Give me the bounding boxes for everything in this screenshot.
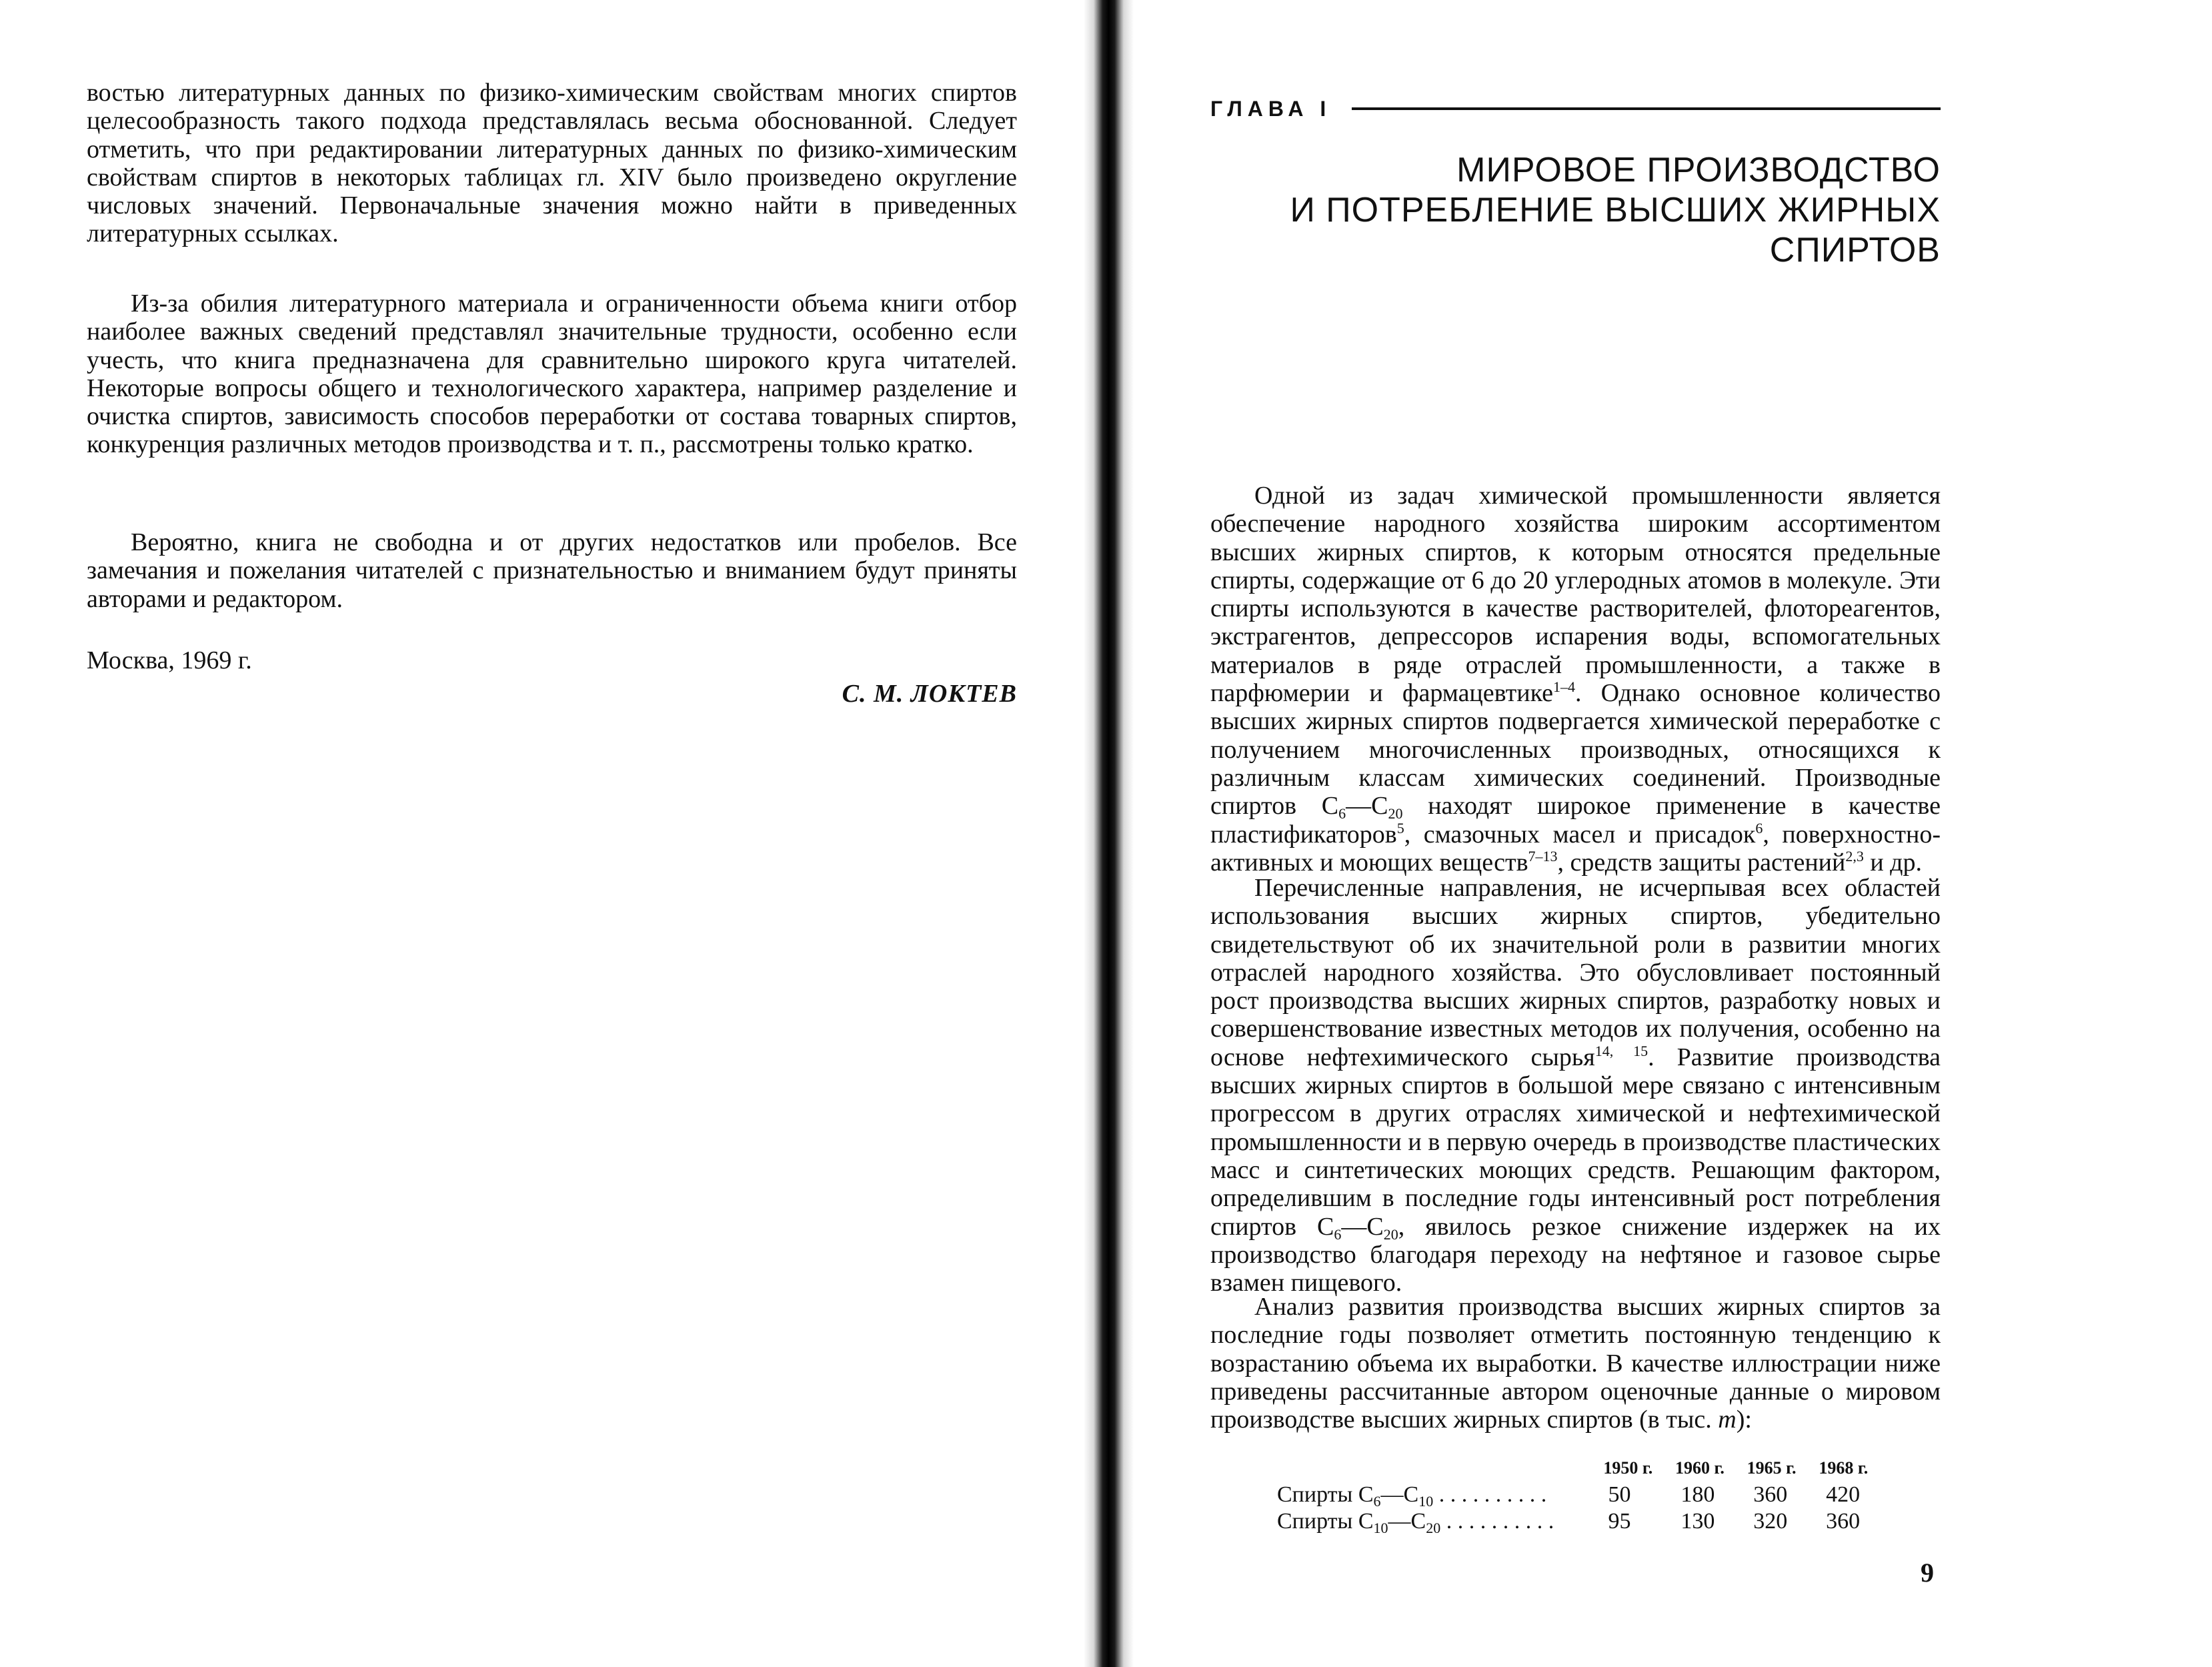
place-date: Москва, 1969 г. bbox=[87, 646, 252, 674]
table-cell: 320 bbox=[1753, 1509, 1788, 1534]
subscript: 20 bbox=[1388, 805, 1403, 822]
chapter-title-line: МИРОВОЕ ПРОИЗВОДСТВО bbox=[1456, 151, 1941, 189]
text-run: ): bbox=[1736, 1406, 1752, 1434]
table-cell: 420 bbox=[1826, 1482, 1861, 1507]
author-signature: С. М. ЛОКТЕВ bbox=[842, 680, 1017, 708]
text-run: . Однако основное количество высших жирных спиртов подвергается химической переработке с получением многочисленных производных, относящихся к различным классам химических соединений. Производные спиртов C bbox=[1210, 679, 1941, 820]
subscript: 6 bbox=[1373, 1493, 1381, 1508]
chapter-label: ГЛАВА I bbox=[1210, 97, 1332, 121]
citation: 1–4 bbox=[1552, 678, 1575, 696]
row-label bbox=[1277, 1482, 1600, 1508]
subscript: 20 bbox=[1383, 1225, 1398, 1243]
table-cell: 180 bbox=[1681, 1482, 1715, 1507]
text-run: , смазочных масел и присадок bbox=[1404, 820, 1756, 849]
leader-dots: . . . . . . . . . . bbox=[1433, 1482, 1547, 1507]
left-paragraph-1: востью литературных данных по физико-химическим свойствам многих спиртов целесообразность такого подхода представлялась весьма обоснованной. Следует отметить, что при редактировании литературных данных по физико-химическим свойствам спиртов в некоторых таблицах гл. XIV было произведено округление числовых значений. Первоначальные значения можно найти в приведенных литературных ссылках. bbox=[87, 79, 1017, 248]
text-run: , явилось резкое снижение издержек на их производство благодаря переходу на нефтяное и газовое сырье взамен пищевого. bbox=[1210, 1212, 1941, 1297]
citation: 5 bbox=[1396, 819, 1404, 837]
text-run: Одной из задач химической промышленности является обеспечение народного хозяйства широким ассортиментом высших жирных спиртов, к которым относятся предельные спирты, содержащие от 6 до 20 углеродных атомов в молекуле. Эти спирты используются в качестве растворителей, флотореагентов, экстрагентов, депрессоров испарения воды, вспомогательных материалов в ряде отраслей промышленности, а также в парфюмерии и фармацевтике bbox=[1210, 482, 1941, 708]
subscript: 6 bbox=[1334, 1225, 1342, 1243]
header-spacer bbox=[1277, 1458, 1603, 1482]
table-cell: 360 bbox=[1826, 1509, 1861, 1534]
page-number: 9 bbox=[1921, 1558, 1934, 1588]
table-row bbox=[1277, 1482, 1891, 1509]
citation: 2,3 bbox=[1845, 847, 1864, 865]
table-cell: 95 bbox=[1608, 1509, 1631, 1534]
table-cell: 360 bbox=[1753, 1482, 1788, 1507]
right-paragraph-2 bbox=[1210, 874, 1941, 1297]
text-run: . Развитие производства высших жирных спиртов в большой мере связано с интенсивным прогрессом в других отраслях химической и нефтехимической промышленности и в первую очередь в производстве пластических масс и синтетических моющих средств. Решающим фактором, определившим в последние годы интенсивный рост потребления спиртов C bbox=[1210, 1043, 1941, 1241]
subscript: 10 bbox=[1373, 1520, 1388, 1534]
right-page bbox=[1134, 0, 2212, 1667]
left-paragraph-2: Из-за обилия литературного материала и ограниченности объема книги отбор наиболее важных сведений представлял значительные трудности, особенно если учесть, что книга предназначена для сравнительно широкого круга читателей. Некоторые вопросы общего и технологического характера, например разделение и очистка спиртов, зависимость способов переработки от состава товарных спиртов, конкуренция различных методов производства и т. п., рассмотрены только кратко. bbox=[87, 290, 1017, 459]
text-run: Перечисленные направления, не исчерпывая всех областей использования высших жирных спиртов, убедительно свидетельствуют об их значительной роли в развитии многих отраслей народного хозяйства. Это обусловливает постоянный рост производства высших жирных спиртов, разработку новых и совершенствование известных методов их получения, особенно на основе нефтехимического сырья bbox=[1210, 874, 1941, 1071]
left-paragraph-3: Вероятно, книга не свободна и от других недостатков или пробелов. Все замечания и пожелания читателей с признательностью и вниманием будут приняты авторами и редактором. bbox=[87, 528, 1017, 613]
chapter-title-line: СПИРТОВ bbox=[1769, 231, 1941, 269]
citation: 6 bbox=[1755, 819, 1763, 837]
text-run: и др. bbox=[1863, 848, 1923, 877]
leader-dots: . . . . . . . . . . bbox=[1440, 1509, 1554, 1534]
table-row bbox=[1277, 1509, 1891, 1536]
production-table bbox=[1277, 1458, 1891, 1536]
chapter-rule bbox=[1352, 107, 1941, 110]
right-paragraph-1 bbox=[1210, 482, 1941, 877]
unit: т bbox=[1718, 1406, 1737, 1434]
chapter-title bbox=[1267, 150, 1941, 270]
year-header: 1965 г. bbox=[1747, 1458, 1797, 1478]
year-header: 1950 г. bbox=[1603, 1458, 1653, 1478]
citation: 14, 15 bbox=[1594, 1042, 1648, 1059]
label-text: Спирты C bbox=[1277, 1509, 1374, 1534]
subscript: 20 bbox=[1426, 1520, 1441, 1534]
subscript: 6 bbox=[1338, 805, 1346, 822]
text-run: —C bbox=[1341, 1212, 1384, 1241]
row-label bbox=[1277, 1509, 1600, 1534]
citation: 7–13 bbox=[1528, 847, 1558, 865]
chapter-title-line: И ПОТРЕБЛЕНИЕ ВЫСШИХ ЖИРНЫХ bbox=[1290, 191, 1941, 229]
text-run: , средств защиты растений bbox=[1557, 848, 1846, 877]
text-run: —C bbox=[1346, 792, 1388, 820]
text-run: Анализ развития производства высших жирных спиртов за последние годы позволяет отметить постоянную тенденцию к возрастанию объема их выработки. В качестве иллюстрации ниже приведены рассчитанные автором оценочные данные о мировом производстве высших жирных спиртов (в тыс. bbox=[1210, 1293, 1941, 1434]
year-header: 1968 г. bbox=[1819, 1458, 1869, 1478]
table-cell: 50 bbox=[1608, 1482, 1631, 1507]
table-header bbox=[1277, 1458, 1891, 1482]
label-text: —C bbox=[1380, 1482, 1419, 1507]
label-text: Спирты C bbox=[1277, 1482, 1374, 1507]
label-text: —C bbox=[1388, 1509, 1426, 1534]
book-spine-gutter bbox=[1084, 0, 1134, 1667]
text-run: находят широкое применение в качестве пластификаторов bbox=[1210, 792, 1941, 849]
subscript: 10 bbox=[1418, 1493, 1434, 1508]
chapter-heading bbox=[1210, 97, 1941, 123]
left-page bbox=[0, 0, 1080, 1667]
text-run: , поверхностно-активных и моющих веществ bbox=[1210, 820, 1941, 877]
year-header: 1960 г. bbox=[1675, 1458, 1725, 1478]
right-paragraph-3 bbox=[1210, 1293, 1941, 1434]
table-cell: 130 bbox=[1681, 1509, 1715, 1534]
